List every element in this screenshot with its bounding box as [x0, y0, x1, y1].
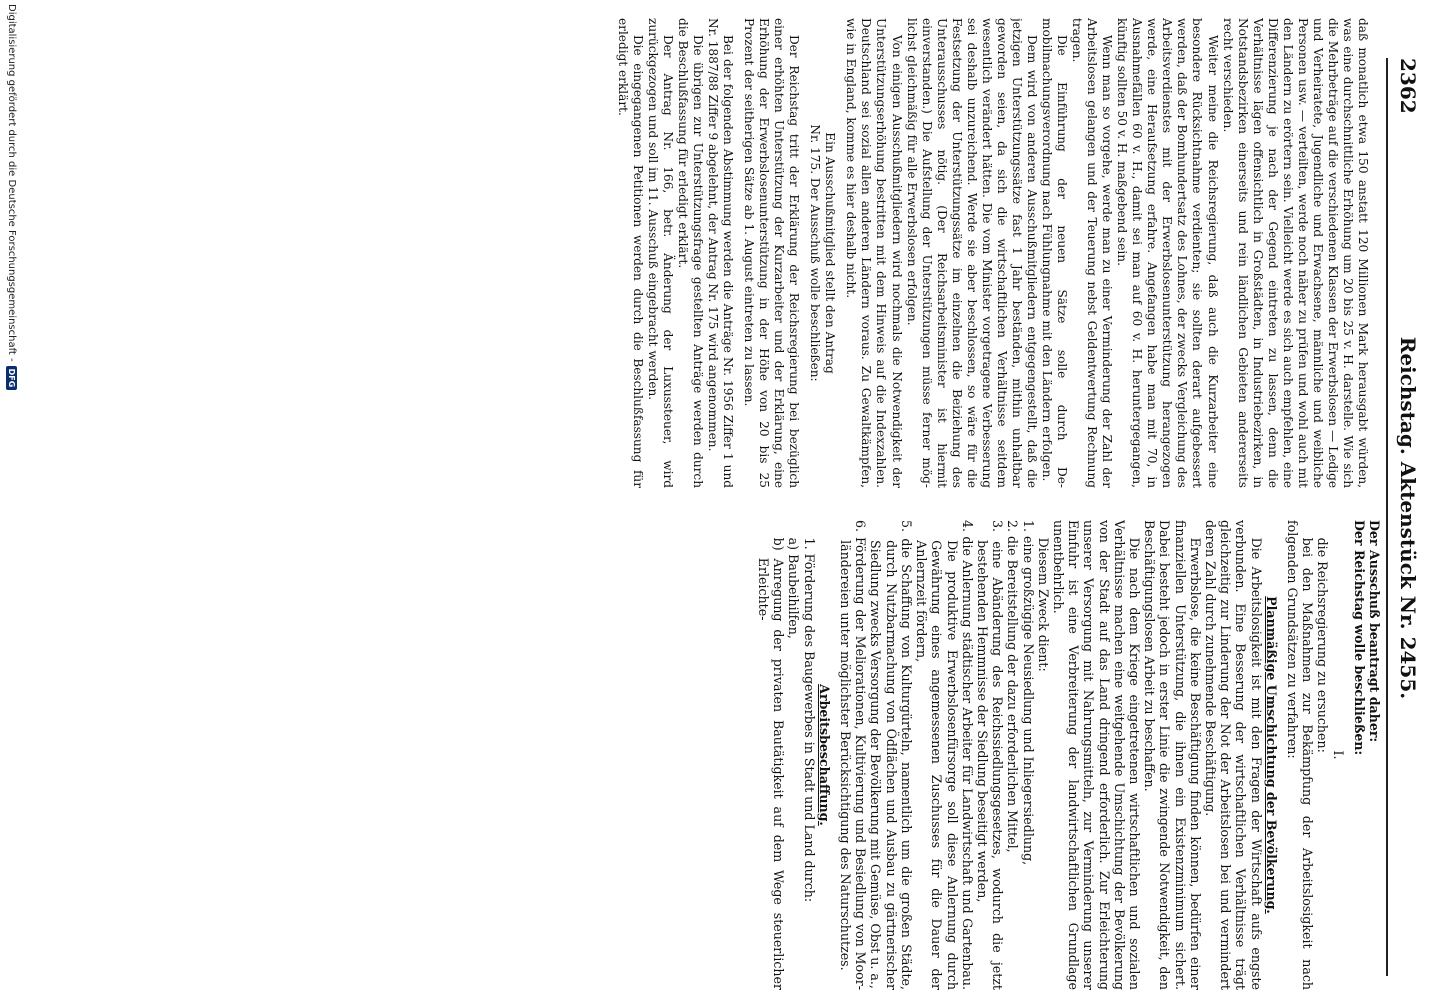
- resolution-intro: Der Ausschuß beantragt daher:: [1367, 520, 1382, 743]
- paragraph: Die eingegangenen Petitionen werden durch die Beschlußfassung für erledigt erklärt.: [615, 18, 645, 488]
- lettered-list: [756, 520, 802, 990]
- paragraph: Bei der folgenden Abstimmung werden die Anträge Nr. 1956 Ziffer 1 und Nr. 1887/88 Ziffer 9 abgelehnt, der Antrag Nr. 175 wird angenommen.: [706, 18, 736, 488]
- list-item: b) Anregung der privaten Bautätigkeit auf dem Wege steuerlicher Erleichte-: [756, 537, 787, 990]
- list-item: 3. eine Abänderung des Reichssiedlungsgesetzes, wodurch die jetzt bestehenden Hemmnisse der Siedlung beseitigt werden,: [974, 520, 1006, 990]
- motion-text: Der Reichstag tritt der Erklärung der Reichsregierung bei bezüglich einer erhöhten Unterstützung der Kurzarbeiter und der Erklärung, eine Erhöhung der Erwerbslosenunterstützung in der Höhe von 20 bis 25 Prozent der seitherigen Sätze ab 1. August eintreten zu lassen.: [742, 18, 802, 488]
- section-heading: Planmäßige Umschichtung der Bevölkerung.: [1263, 596, 1279, 914]
- paragraph: Der Antrag Nr. 166, betr. Änderung der Luxussteuer, wird zurückgezogen und soll im 11. Ausschuß eingebracht werden.: [645, 18, 675, 488]
- list-item: 2. die Bereitstellung der dazu erforderlichen Mittel,: [1005, 520, 1021, 853]
- header-rule: [1386, 58, 1388, 976]
- paragraph: bei den Maßnahmen zur Bekämpfung der Arbeitslosigkeit nach folgenden Grundsätzen zu verfahren:: [1284, 520, 1316, 990]
- paragraph: Erwerbslose, die keine Beschäftigung finden können, bedürfen einer finanziellen Unterstützung, die ihnen ein Existenzminimum sichert. Dabei besteht jedoch in erster Linie die zwingende Notwendigkeit, den Beschäftigungslosen Arbeit zu beschaffen.: [1142, 520, 1203, 990]
- list-item: a) Baubeihilfen,: [786, 537, 802, 639]
- motion-heading: Nr. 175. Der Ausschuß wolle beschließen:: [808, 124, 823, 382]
- resolution-intro: Der Reichstag wolle beschließen:: [1351, 520, 1367, 756]
- list-item: 5. die Schaffung von Kulturgürteln, namentlich um die großen Städte, durch Nutzbarmachung von Ödflächen und Ausbau zu gärtnerischer Siedlung zwecks Versorgung der Bevölkerung mit Gemüse, Obst u. a.,: [868, 520, 914, 990]
- page-title: Reichstag. Aktenstück Nr. 2455.: [1396, 336, 1420, 700]
- section-heading: Arbeitsbeschaffung.: [816, 684, 832, 826]
- paragraph: daß monatlich etwa 150 anstatt 120 Millionen Mark herausgabt würden, was eine durchschnittliche Erhöhung um 20 bis 25 v. H. darstelle. Wie sich die Mehrbeträge auf die verschiedenen Klassen der Erwerbslosen — Ledige und Verheiratete, Jugendliche und Erwachsene, männliche und weibliche Personen usw. — verteilten, werde noch näher zu prüfen und wohl auch mit den Ländern zu erörtern sein. Vielleicht werde es sich auch empfehlen, eine Differenzierung je nach der Gegend eintreten zu lassen, denn die Verhältnisse lägen offensichtlich in Großstädten, in Industriebezirken, in Notstandsbezirken einerseits und rein ländlichen Gebieten andererseits recht verschieden.: [1220, 18, 1370, 488]
- dfg-logo: DFG: [6, 366, 17, 391]
- motion-intro: Ein Ausschußmitglied stellt den Antrag: [823, 132, 838, 374]
- right-column: [82, 520, 1382, 990]
- left-column: [80, 18, 1370, 488]
- paragraph: Die Arbeitslosigkeit ist mit den Fragen der Wirtschaft aufs engste verbunden. Eine Besserung der wirtschaftlichen Verhältnisse trägt gleichzeitig zur Linderung der Not der Arbeitslosen bei und vermindert deren Zahl durch zunehmende Beschäftigung.: [1202, 520, 1264, 990]
- section-number: I.: [1330, 750, 1346, 760]
- numbered-list: [838, 520, 1036, 990]
- list-item: 1. eine großzügige Neusiedlung und Inliegersiedlung,: [1020, 520, 1036, 866]
- paragraph: Wenn man so vorgehe, werde man zu einer Verminderung der Zahl der Arbeitslosen gelangen und der Teuerung nebst Geldentwertung Rechnung tragen.: [1070, 18, 1115, 488]
- list-item: 4. die Anlernung städtischer Arbeiter für Landwirtschaft und Gartenbau. Die produktive Erwerbslosenfürsorge soll diese Anlernung durch Gewährung eines angemessenen Zuschusses für die Dauer der Anlernzeit fördern,: [914, 520, 975, 990]
- paragraph: Weiter meine die Reichsregierung, daß auch die Kurzarbeiter eine besondere Rücksichtnahme verdienten; sie sollten derart aufgebessert werden, daß der Bomhundertsatz des Lohnes, der zwecks Vergleichung des Arbeitsverdienstes mit der Erwerbslosenunterstützung herangezogen werde, eine Heraufsetzung erfahre. Angefangen habe man mit 70, in Ausnahmefällen 60 v. H., damit sei man auf 60 v. H. heruntergegangen, künftig sollten 50 v. H. maßgebend sein.: [1115, 18, 1220, 488]
- paragraph: Dem wird von anderen Ausschußmitgliedern entgegengestellt, daß die jetzigen Unterstützungssätze fast 1 Jahr beständen, mithin unhaltbar geworden seien, da sich die wirtschaftlichen Verhältnisse seitdem wesentlich verändert hätten. Die vom Minister vorgetragene Verbesserung sei deshalb unzureichend. Werde sie aber beschlossen, so wäre für die Festsetzung der Unterstützungssätze im einzelnen die Beiziehung des Unterausschusses nötig. (Der Reichsarbeitsminister ist hiermit einverstanden.) Die Aufstellung der Unterstützungen müsse ferner möglichst gleichmäßig für alle Erwerbslosen erfolgen.: [904, 18, 1039, 488]
- paragraph: Die übrigen zur Unterstützungsfrage gestellten Anträge werden durch die Beschlußfassung für erledigt erklärt.: [675, 18, 705, 488]
- paragraph: Die nach dem Kriege eingetretenen wirtschaftlichen und sozialen Verhältnisse machen eine weitgehende Umschichtung der Bevölkerung von der Stadt auf das Land dringend erforderlich. Zur Erleichterung unserer Versorgung mit Nahrungsmitteln, zur Verminderung unserer Einfuhr ist eine Verbreiterung der landwirtschaftlichen Grundlage unentbehrlich.: [1050, 520, 1142, 990]
- page-header: [1390, 58, 1420, 978]
- paragraph: Die Einführung der neuen Sätze solle durch Demobilmachungsverordnung nach Fühlungnahme mit den Ländern erfolgen.: [1040, 18, 1070, 488]
- paragraph: die Reichsregierung zu ersuchen:: [1315, 537, 1331, 753]
- paragraph: 1. Förderung des Baugewerbes in Stadt und Land durch:: [801, 537, 817, 903]
- paragraph: Diesem Zweck dient:: [1035, 537, 1051, 672]
- list-item: 6. Förderung der Meliorationen, Kultivierung und Besiedlung von Moorländereien unter möglichster Berücksichtigung des Naturschutzes.: [838, 520, 869, 990]
- page-number: 2362: [1396, 58, 1420, 114]
- digitization-note: [6, 4, 17, 390]
- footer-text: Digitalisierung gefördert durch die Deutsche Forschungsgemeinschaft -: [6, 4, 17, 362]
- paragraph: Von einigen Ausschußmitgliedern wird nochmals die Notwendigkeit der Unterstützungserhöhung bestritten mit dem Hinweis auf die Indexzahlen. Deutschland sei sozial allen anderen Ländern voraus. Zu Gewaltkämpfen, wie in England, komme es hier deshalb nicht.: [844, 18, 904, 488]
